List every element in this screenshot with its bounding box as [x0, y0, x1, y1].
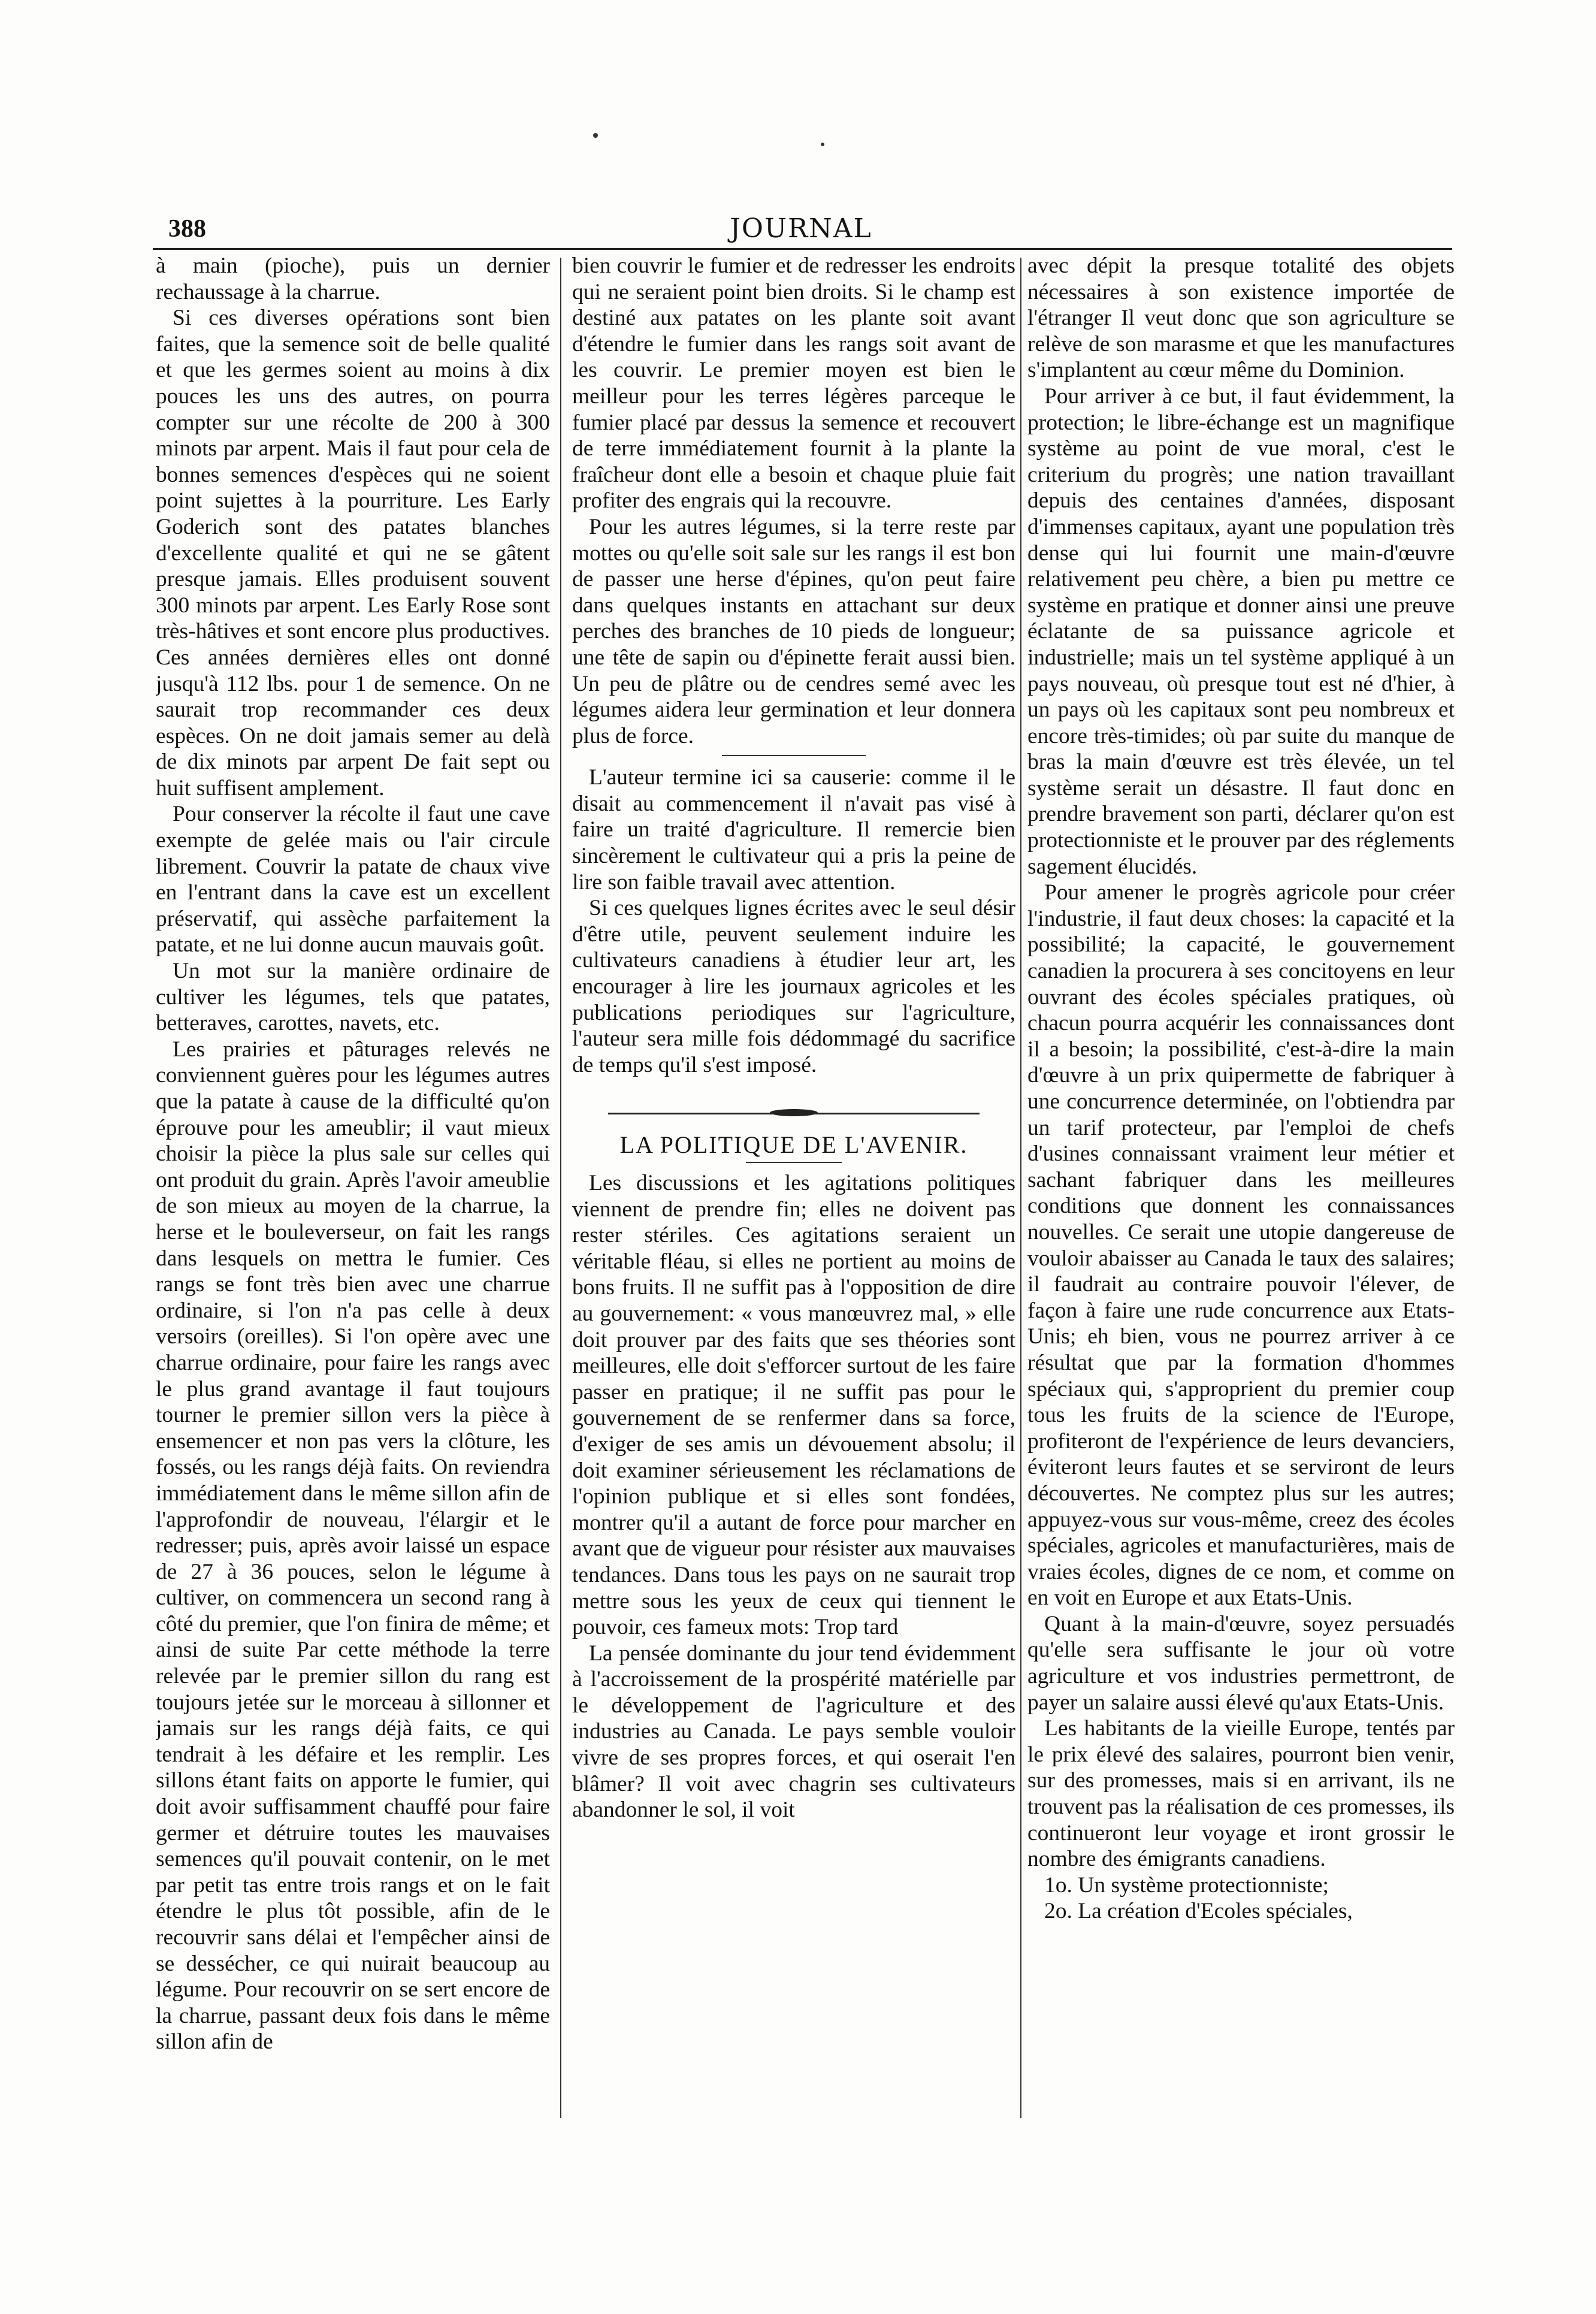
paragraph: L'auteur termine ici sa causerie: comme il le disait au commencement il n'avait pas visé à faire un traité d'agriculture. Il remercie bien sincèrement le cultivateur qui a pris la peine de lire son faible travail avec attention.	[572, 765, 1015, 895]
paragraph: Pour amener le progrès agricole pour créer l'industrie, il faut deux choses: la capacité et la possibilité; la capacité, le gouvernement canadien la procurera à ses concitoyens en leur ouvrant des écoles spéciales pratiques, où chacun pourra acquérir les connaissances dont il a besoin; la possibilité, c'est-à-dire la main d'œuvre à un prix quipermette de fabriquer à une concurrence determinée, on l'obtiendra par un tarif protecteur, par l'emploi de chefs d'usines connaissant vraiment leur métier et sachant fabriquer dans les meilleures conditions que donnent les connaissances nouvelles. Ce serait une utopie dangereuse de vouloir abaisser au Canada le taux des salaires; il faudrait au contraire pouvoir l'élever, de façon à faire une rude concurrence aux Etats-Unis; eh bien, vous ne pourrez arriver à ce résultat que par la formation d'hommes spéciaux qui, s'approprient du premier coup tous les fruits de la science de l'Europe, profiteront de l'expérience de leurs devanciers, éviteront leurs fautes et se serviront de leurs découvertes. Ne comptez plus sur les autres; appuyez-vous sur vous-même, creez des écoles spéciales, agricoles et manufacturières, mais de vraies écoles, dignes de ce nom, et comme on en voit en Europe et aux Etats-Unis.	[1027, 880, 1455, 1611]
paragraph: Les habitants de la vieille Europe, tentés par le prix élevé des salaires, pourront bien venir, sur des promesses, mais si en arrivant, ils ne trouvent pas la réalisation de ces promesses, ils continueront leur voyage et iront grossir le nombre des émigrants canadiens.	[1027, 1716, 1455, 1872]
paragraph: Les discussions et les agitations politiques viennent de prendre fin; elles ne doivent pas rester stériles. Ces agitations seraient un véritable fléau, si elles ne portient au moins de bons fruits. Il ne suffit pas à l'opposition de dire au gouvernement: « vous manœuvrez mal, » elle doit prouver par des faits que ses théories sont meilleures, elle doit s'efforcer surtout de les faire passer en pratique; il ne suffit pas pour le gouvernement de se renfermer dans sa force, d'exiger de ses amis un dévouement absolu; il doit examiner sérieusement les réclamations de l'opinion publique et si elles sont fondées, montrer qu'il a autant de force pour marcher en avant que de vigueur pour résister aux mauvaises tendances. Dans tous les pays on ne saurait trop mettre sous les yeux de ceux qui tiennent le pouvoir, ces fameux mots: Trop tard	[572, 1171, 1015, 1640]
section-title-rule	[746, 1162, 842, 1163]
paragraph: Un mot sur la manière ordinaire de cultiver les légumes, tels que patates, betteraves, carottes, navets, etc.	[156, 959, 550, 1036]
column-1	[156, 253, 550, 2134]
page-header	[153, 210, 1449, 246]
section-title: LA POLITIQUE DE L'AVENIR.	[619, 1131, 968, 1159]
running-title: JOURNAL	[730, 213, 872, 244]
paragraph: Pour conserver la récolte il faut une cave exempte de gelée mais ou l'air circule librement. Couvrir la patate de chaux vive en l'entrant dans la cave est un excellent préservatif, qui assèche parfaitement la patate, et ne lui donne aucun mauvais goût.	[156, 802, 550, 957]
paragraph: Pour les autres légumes, si la terre reste par mottes ou qu'elle soit sale sur les rangs il est bon de passer une herse d'épines, qu'on peut faire dans quelques instants en attachant sur deux perches des branches de 10 pieds de longueur; une tête de sapin ou d'épinette ferait aussi bien. Un peu de plâtre ou de cendres semé avec les légumes aidera leur germination et leur donnera plus de force.	[572, 514, 1015, 748]
paragraph: Quant à la main-d'œuvre, soyez persuadés qu'elle sera suffisante le jour où votre agriculture et vos industries permettront, de payer un salaire aussi élevé qu'aux Etats-Unis.	[1027, 1611, 1455, 1715]
paragraph: Pour arriver à ce but, il faut évidemment, la protection; le libre-échange est un magnifique système au point de vue moral, c'est le criterium du progrès; une nation travaillant depuis des centaines d'années, disposant d'immenses capitaux, ayant une population très dense qui lui fournit une main-d'œuvre relativement peu chère, a bien pu mettre ce système en pratique et donner ainsi une preuve éclatante de sa puissance agricole et industrielle; mais un tel système appliqué à un pays nouveau, où presque tout est né d'hier, à un pays où les capitaux sont peu nombreux et encore très-timides; où par suite du manque de bras la main d'œuvre est très élevée, un tel système serait un désastre. Il faut donc en prendre bravement son parti, déclarer qu'on est protectionniste et le prouver par des réglements sagement élucidés.	[1027, 383, 1455, 879]
list-item: 2o. La création d'Ecoles spéciales,	[1044, 1899, 1353, 1924]
paragraph: Si ces diverses opérations sont bien faites, que la semence soit de belle qualité et que les germes soient au moins à dix pouces les uns des autres, on pourra compter sur une récolte de 200 à 300 minots par arpent. Mais il faut pour cela de bonnes semences d'espèces qui ne soient point sujettes à la pourriture. Les Early Goderich sont des patates blanches d'excellente qualité et qui ne se gâtent presque jamais. Elles produisent souvent 300 minots par arpent. Les Early Rose sont très-hâtives et sont encore plus productives. Ces années dernières elles ont donné jusqu'à 112 lbs. pour 1 de semence. On ne saurait trop recommander ces deux espèces. On ne doit jamais semer au delà de dix minots par arpent De fait sept ou huit suffisent amplement.	[156, 306, 550, 800]
ink-speck	[593, 133, 598, 138]
paragraph: La pensée dominante du jour tend évidemment à l'accroissement de la prospérité matérielle par le développement de l'agriculture et des industries au Canada. Le pays semble vouloir vivre de ses propres forces, et qui oserait l'en blâmer? Il voit avec chagrin ses cultivateurs abandonner le sol, il voit	[572, 1641, 1015, 1823]
paragraph: à main (pioche), puis un dernier rechaussage à la charrue.	[156, 253, 550, 304]
list-item: 1o. Un système protectionniste;	[1044, 1872, 1329, 1898]
section-ornament	[608, 1107, 980, 1120]
paragraph: Si ces quelques lignes écrites avec le seul désir d'être utile, peuvent seulement induire les cultivateurs canadiens à étudier leur art, les encourager à lire les journaux agricoles et les publications periodiques sur l'agriculture, l'auteur sera mille fois dédommagé du sacrifice de temps qu'il s'est imposé.	[572, 896, 1015, 1077]
page-number: 388	[168, 215, 206, 243]
paragraph: bien couvrir le fumier et de redresser les endroits qui ne seraient point bien droits. Si le champ est destiné aux patates on les plante soit avant d'étendre le fumier dans les rangs soit avant de les couvrir. Le premier moyen est bien le meilleur pour les terres légères parceque le fumier placé par dessus la semence et recouvert de terre immédiatement fournit à la plante la fraîcheur dont elle a besoin et chaque pluie fait profiter des engrais qui la recouvre.	[572, 253, 1015, 513]
column-divider	[560, 258, 561, 2118]
separator-rule	[722, 755, 866, 756]
paragraph: Les prairies et pâturages relevés ne conviennent guères pour les légumes autres que la patate à cause de la difficulté qu'on éprouve pour les ameublir; il vaut mieux choisir la pièce la plus sale sur celles qui ont produit du grain. Après l'avoir ameublie de son mieux au moyen de la charrue, la herse et le bouleverseur, on fait les rangs dans lesquels on mettra le fumier. Ces rangs se font très bien avec une charrue ordinaire, si l'on n'a pas celle à deux versoirs (oreilles). Si l'on opère avec une charrue ordinaire, pour faire les rangs avec le plus grand avantage il faut toujours tourner le premier sillon vers la pièce à ensemencer et non pas vers la clôture, les fossés, ou les rangs déjà faits. On reviendra immédiatement dans le même sillon afin de l'approfondir de nouveau, l'élargir et le redresser; puis, après avoir laissé un espace de 27 à 36 pouces, selon le légume à cultiver, on commencera un second rang à côté du premier, que l'on finira de même; et ainsi de suite Par cette méthode la terre relevée par le premier sillon du rang est toujours jetée sur le morceau à sillonner et jamais sur les rangs déjà faits, ce qui tendrait à les défaire et les remplir. Les sillons étant faits on apporte le fumier, qui doit avoir suffisamment chauffé pour faire germer et détruire toutes les mauvaises semences qu'il pouvait contenir, on le met par petit tas entre trois rangs et on le fait étendre le plus tôt possible, afin de le recouvrir sans délai et l'empêcher ainsi de se dessécher, ce qui nuirait beaucoup au légume. Pour recouvrir on se sert encore de la charrue, passant deux fois dans le même sillon afin de	[156, 1037, 550, 2055]
column-2	[572, 253, 1015, 2134]
column-divider	[1020, 258, 1021, 2118]
header-rule	[153, 248, 1452, 250]
column-3	[1027, 253, 1455, 2134]
ink-speck	[821, 143, 824, 146]
paragraph: avec dépit la presque totalité des objets nécessaires à son existence importée de l'étranger Il veut donc que son agriculture se relève de son marasme et que les manufactures s'implantent au cœur même du Dominion.	[1027, 253, 1455, 383]
